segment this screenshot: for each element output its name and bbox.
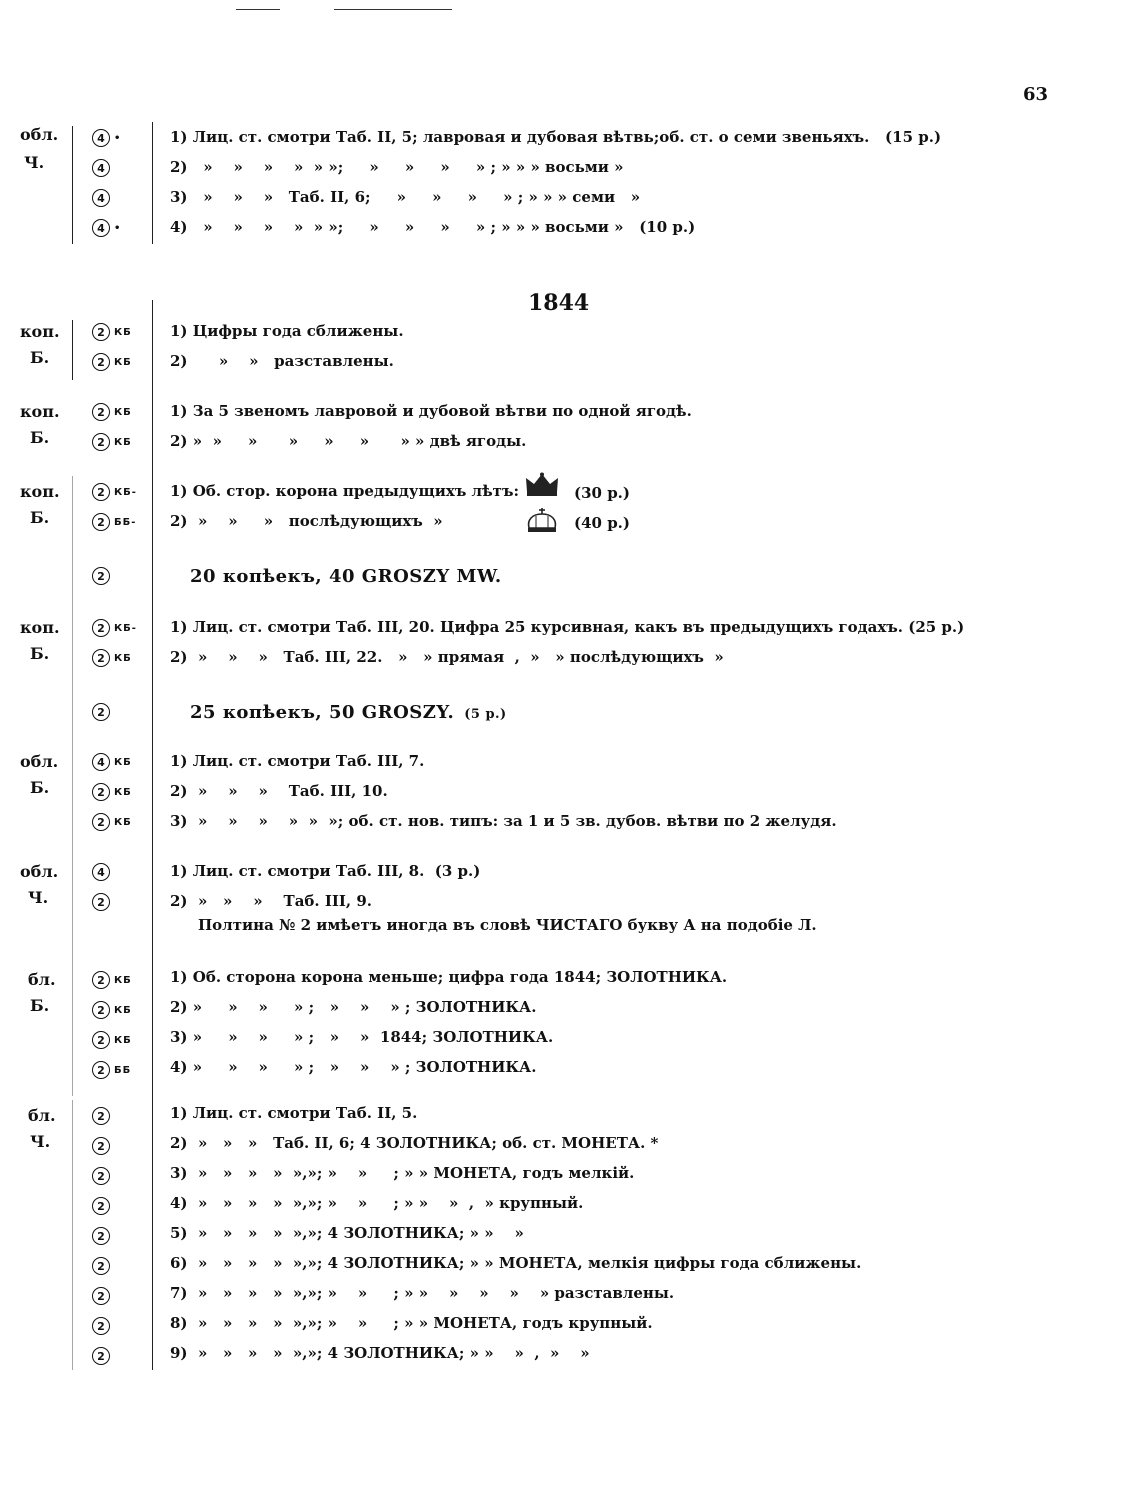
circle-number: 4 [92, 219, 110, 237]
mint-mark [92, 863, 114, 881]
left-label: бл. [28, 970, 56, 989]
circle-number: 2 [92, 1287, 110, 1305]
mint-mark [92, 189, 114, 207]
mint-mark [92, 813, 132, 831]
mint-mark [92, 353, 132, 371]
circle-number: 4 [92, 189, 110, 207]
mint-mark [92, 323, 132, 341]
entry-line: 1) Лиц. ст. смотри Таб. II, 5. [170, 1104, 418, 1122]
crown-icon [524, 506, 560, 536]
circle-number: 4 [92, 753, 110, 771]
circle-number: 2 [92, 567, 110, 585]
mint-code: КБ [114, 1034, 132, 1046]
entry-line: 6) » » » » »,»; 4 ЗОЛОТНИКА; » » МОНЕТА, мелкія цифры года сближены. [170, 1254, 862, 1272]
entry-line: 1) Лиц. ст. смотри Таб. III, 20. Цифра 25 курсивная, какъ въ предыдущихъ годахъ. (25 р.) [170, 618, 965, 636]
entry-line: 1) За 5 звеномъ лавровой и дубовой вѣтви по одной ягодѣ. [170, 402, 692, 420]
mint-mark [92, 129, 121, 147]
left-column-rule [72, 1100, 73, 1370]
heading-text: 25 копѣекъ, 50 GROSZY. [190, 702, 455, 723]
circle-number: 4 [92, 863, 110, 881]
entry-line: 1) Лиц. ст. смотри Таб. III, 8. (3 р.) [170, 862, 481, 880]
circle-number: 2 [92, 1031, 110, 1049]
circle-number: 2 [92, 783, 110, 801]
entry-line: 2) » » » Таб. II, 6; 4 ЗОЛОТНИКА; об. ст. МОНЕТА. * [170, 1134, 659, 1152]
left-label: обл. [20, 752, 59, 771]
mint-code: ББ- [114, 516, 137, 528]
mint-mark [92, 159, 114, 177]
left-label: Б. [30, 778, 50, 797]
entry-line: 4) » » » » »,»; » » ; » » » , » крупный. [170, 1194, 584, 1212]
denomination-heading [190, 702, 507, 723]
circle-number: 2 [92, 1317, 110, 1335]
denomination-heading [190, 566, 512, 587]
left-label: коп. [20, 322, 60, 341]
mint-code: КБ [114, 756, 132, 768]
mint-mark [92, 1287, 114, 1305]
left-column-rule [72, 476, 73, 1096]
left-label: Б. [30, 428, 50, 447]
left-label: Б. [30, 508, 50, 527]
entry-line: 1) Об. стор. корона предыдущихъ лѣтъ: [170, 482, 520, 500]
main-column-rule [152, 300, 153, 1370]
mint-mark [92, 219, 121, 237]
mint-mark [92, 1197, 114, 1215]
mint-mark [92, 1317, 114, 1335]
entry-line: 3) » » » » » »; об. ст. нов. типъ: за 1 и 5 зв. дубов. вѣтви по 2 желудя. [170, 812, 837, 830]
top-rule-left [236, 9, 280, 10]
mint-mark [92, 1031, 132, 1049]
mint-code: КБ- [114, 486, 137, 498]
entry-line: 3) » » » Таб. II, 6; » » » » ; » » » семи » [170, 188, 641, 206]
mint-code: КБ [114, 816, 132, 828]
price-note: (5 р.) [464, 707, 507, 722]
mint-code: КБ [114, 974, 132, 986]
entry-line: 8) » » » » »,»; » » ; » » МОНЕТА, годъ крупный. [170, 1314, 653, 1332]
entry-line: 3) » » » » »,»; » » ; » » МОНЕТА, годъ мелкій. [170, 1164, 635, 1182]
circle-number: 2 [92, 483, 110, 501]
crown-icon [524, 472, 560, 498]
circle-number: 2 [92, 1107, 110, 1125]
mint-code: КБ- [114, 622, 137, 634]
left-label: Б. [30, 644, 50, 663]
left-label: обл. [20, 125, 59, 144]
mint-code: КБ [114, 356, 132, 368]
main-column-rule [152, 122, 153, 244]
left-label: коп. [20, 482, 60, 501]
entry-line: (30 р.) [574, 484, 631, 502]
entry-line: 1) Лиц. ст. смотри Таб. III, 7. [170, 752, 425, 770]
left-label: коп. [20, 402, 60, 421]
mint-mark [92, 1167, 114, 1185]
circle-number: 2 [92, 1257, 110, 1275]
circle-number: 2 [92, 619, 110, 637]
mint-mark [92, 1257, 114, 1275]
circle-number: 2 [92, 971, 110, 989]
mint-mark [92, 483, 137, 501]
circle-number: 4 [92, 159, 110, 177]
entry-line: 7) » » » » »,»; » » ; » » » » » » разставлены. [170, 1284, 675, 1302]
entry-line: 1) Об. сторона корона меньше; цифра года 1844; ЗОЛОТНИКА. [170, 968, 728, 986]
circle-number: 2 [92, 433, 110, 451]
left-label: Б. [30, 996, 50, 1015]
mint-mark [92, 1107, 114, 1125]
circle-number: 2 [92, 813, 110, 831]
mint-mark [92, 1061, 131, 1079]
mint-mark [92, 783, 132, 801]
circle-number: 2 [92, 893, 110, 911]
mint-code: КБ [114, 1004, 132, 1016]
entry-line: 2) » » » Таб. III, 9. [170, 892, 373, 910]
entry-line: 4) » » » » ; » » » ; ЗОЛОТНИКА. [170, 1058, 537, 1076]
mint-code: КБ [114, 652, 132, 664]
mint-mark [92, 403, 132, 421]
entry-line: (40 р.) [574, 514, 631, 532]
entry-line: 4) » » » » » »; » » » » ; » » » восьми » (10 р.) [170, 218, 696, 236]
left-label: Ч. [24, 153, 45, 172]
mint-code: КБ [114, 406, 132, 418]
year-heading: 1844 [528, 290, 590, 316]
mint-mark [92, 513, 136, 531]
mint-mark [92, 619, 137, 637]
circle-number: 2 [92, 1001, 110, 1019]
left-label: Б. [30, 348, 50, 367]
entry-line: 1) Лиц. ст. смотри Таб. II, 5; лавровая и дубовая вѣтвь;об. ст. о семи звеньяхъ. (15 р.) [170, 128, 942, 146]
mint-mark [92, 1347, 114, 1365]
mint-code: КБ [114, 436, 132, 448]
mint-mark [92, 893, 114, 911]
left-column-rule [72, 126, 73, 244]
mint-mark [92, 649, 132, 667]
left-label: бл. [28, 1106, 56, 1125]
mint-code: КБ [114, 326, 132, 338]
entry-line: 2) » » » » » »; » » » » ; » » » восьми » [170, 158, 624, 176]
mint-mark [92, 433, 132, 451]
entry-line: 5) » » » » »,»; 4 ЗОЛОТНИКА; » » » [170, 1224, 524, 1242]
page-number: 63 [1023, 84, 1049, 105]
circle-number: 2 [92, 403, 110, 421]
entry-line: 2) » » разставлены. [170, 352, 394, 370]
top-rule-right [334, 9, 452, 10]
mint-mark [92, 567, 114, 585]
circle-number: 4 [92, 129, 110, 147]
circle-number: 2 [92, 703, 110, 721]
entry-line: Полтина № 2 имѣетъ иногда въ словѣ ЧИСТАГО букву А на подобіе Л. [198, 916, 817, 934]
mint-code: • [114, 222, 122, 234]
left-label: коп. [20, 618, 60, 637]
mint-mark [92, 971, 132, 989]
entry-line: 9) » » » » »,»; 4 ЗОЛОТНИКА; » » » , » » [170, 1344, 590, 1362]
left-label: обл. [20, 862, 59, 881]
entry-line: 1) Цифры года сближены. [170, 322, 404, 340]
entry-line: 2) » » » » » » » » двѣ ягоды. [170, 432, 527, 450]
circle-number: 2 [92, 513, 110, 531]
mint-code: • [114, 132, 122, 144]
circle-number: 2 [92, 1347, 110, 1365]
mint-mark [92, 1227, 114, 1245]
left-label: Ч. [30, 1132, 51, 1151]
mint-mark [92, 1137, 114, 1155]
mint-mark [92, 1001, 132, 1019]
entry-line: 2) » » » Таб. III, 22. » » прямая , » » послѣдующихъ » [170, 648, 724, 666]
circle-number: 2 [92, 1227, 110, 1245]
mint-code: КБ [114, 786, 132, 798]
mint-code: ББ [114, 1064, 132, 1076]
entry-line: 2) » » » послѣдующихъ » [170, 512, 443, 530]
entry-line: 2) » » » Таб. III, 10. [170, 782, 388, 800]
circle-number: 2 [92, 353, 110, 371]
entry-line: 3) » » » » ; » » 1844; ЗОЛОТНИКА. [170, 1028, 554, 1046]
circle-number: 2 [92, 1197, 110, 1215]
circle-number: 2 [92, 1137, 110, 1155]
circle-number: 2 [92, 649, 110, 667]
left-label: Ч. [28, 888, 49, 907]
circle-number: 2 [92, 1167, 110, 1185]
mint-mark [92, 753, 132, 771]
mint-mark [92, 703, 114, 721]
circle-number: 2 [92, 323, 110, 341]
left-column-rule [72, 320, 73, 380]
entry-line: 2) » » » » ; » » » ; ЗОЛОТНИКА. [170, 998, 537, 1016]
heading-text: 20 копѣекъ, 40 GROSZY MW. [190, 566, 502, 587]
circle-number: 2 [92, 1061, 110, 1079]
